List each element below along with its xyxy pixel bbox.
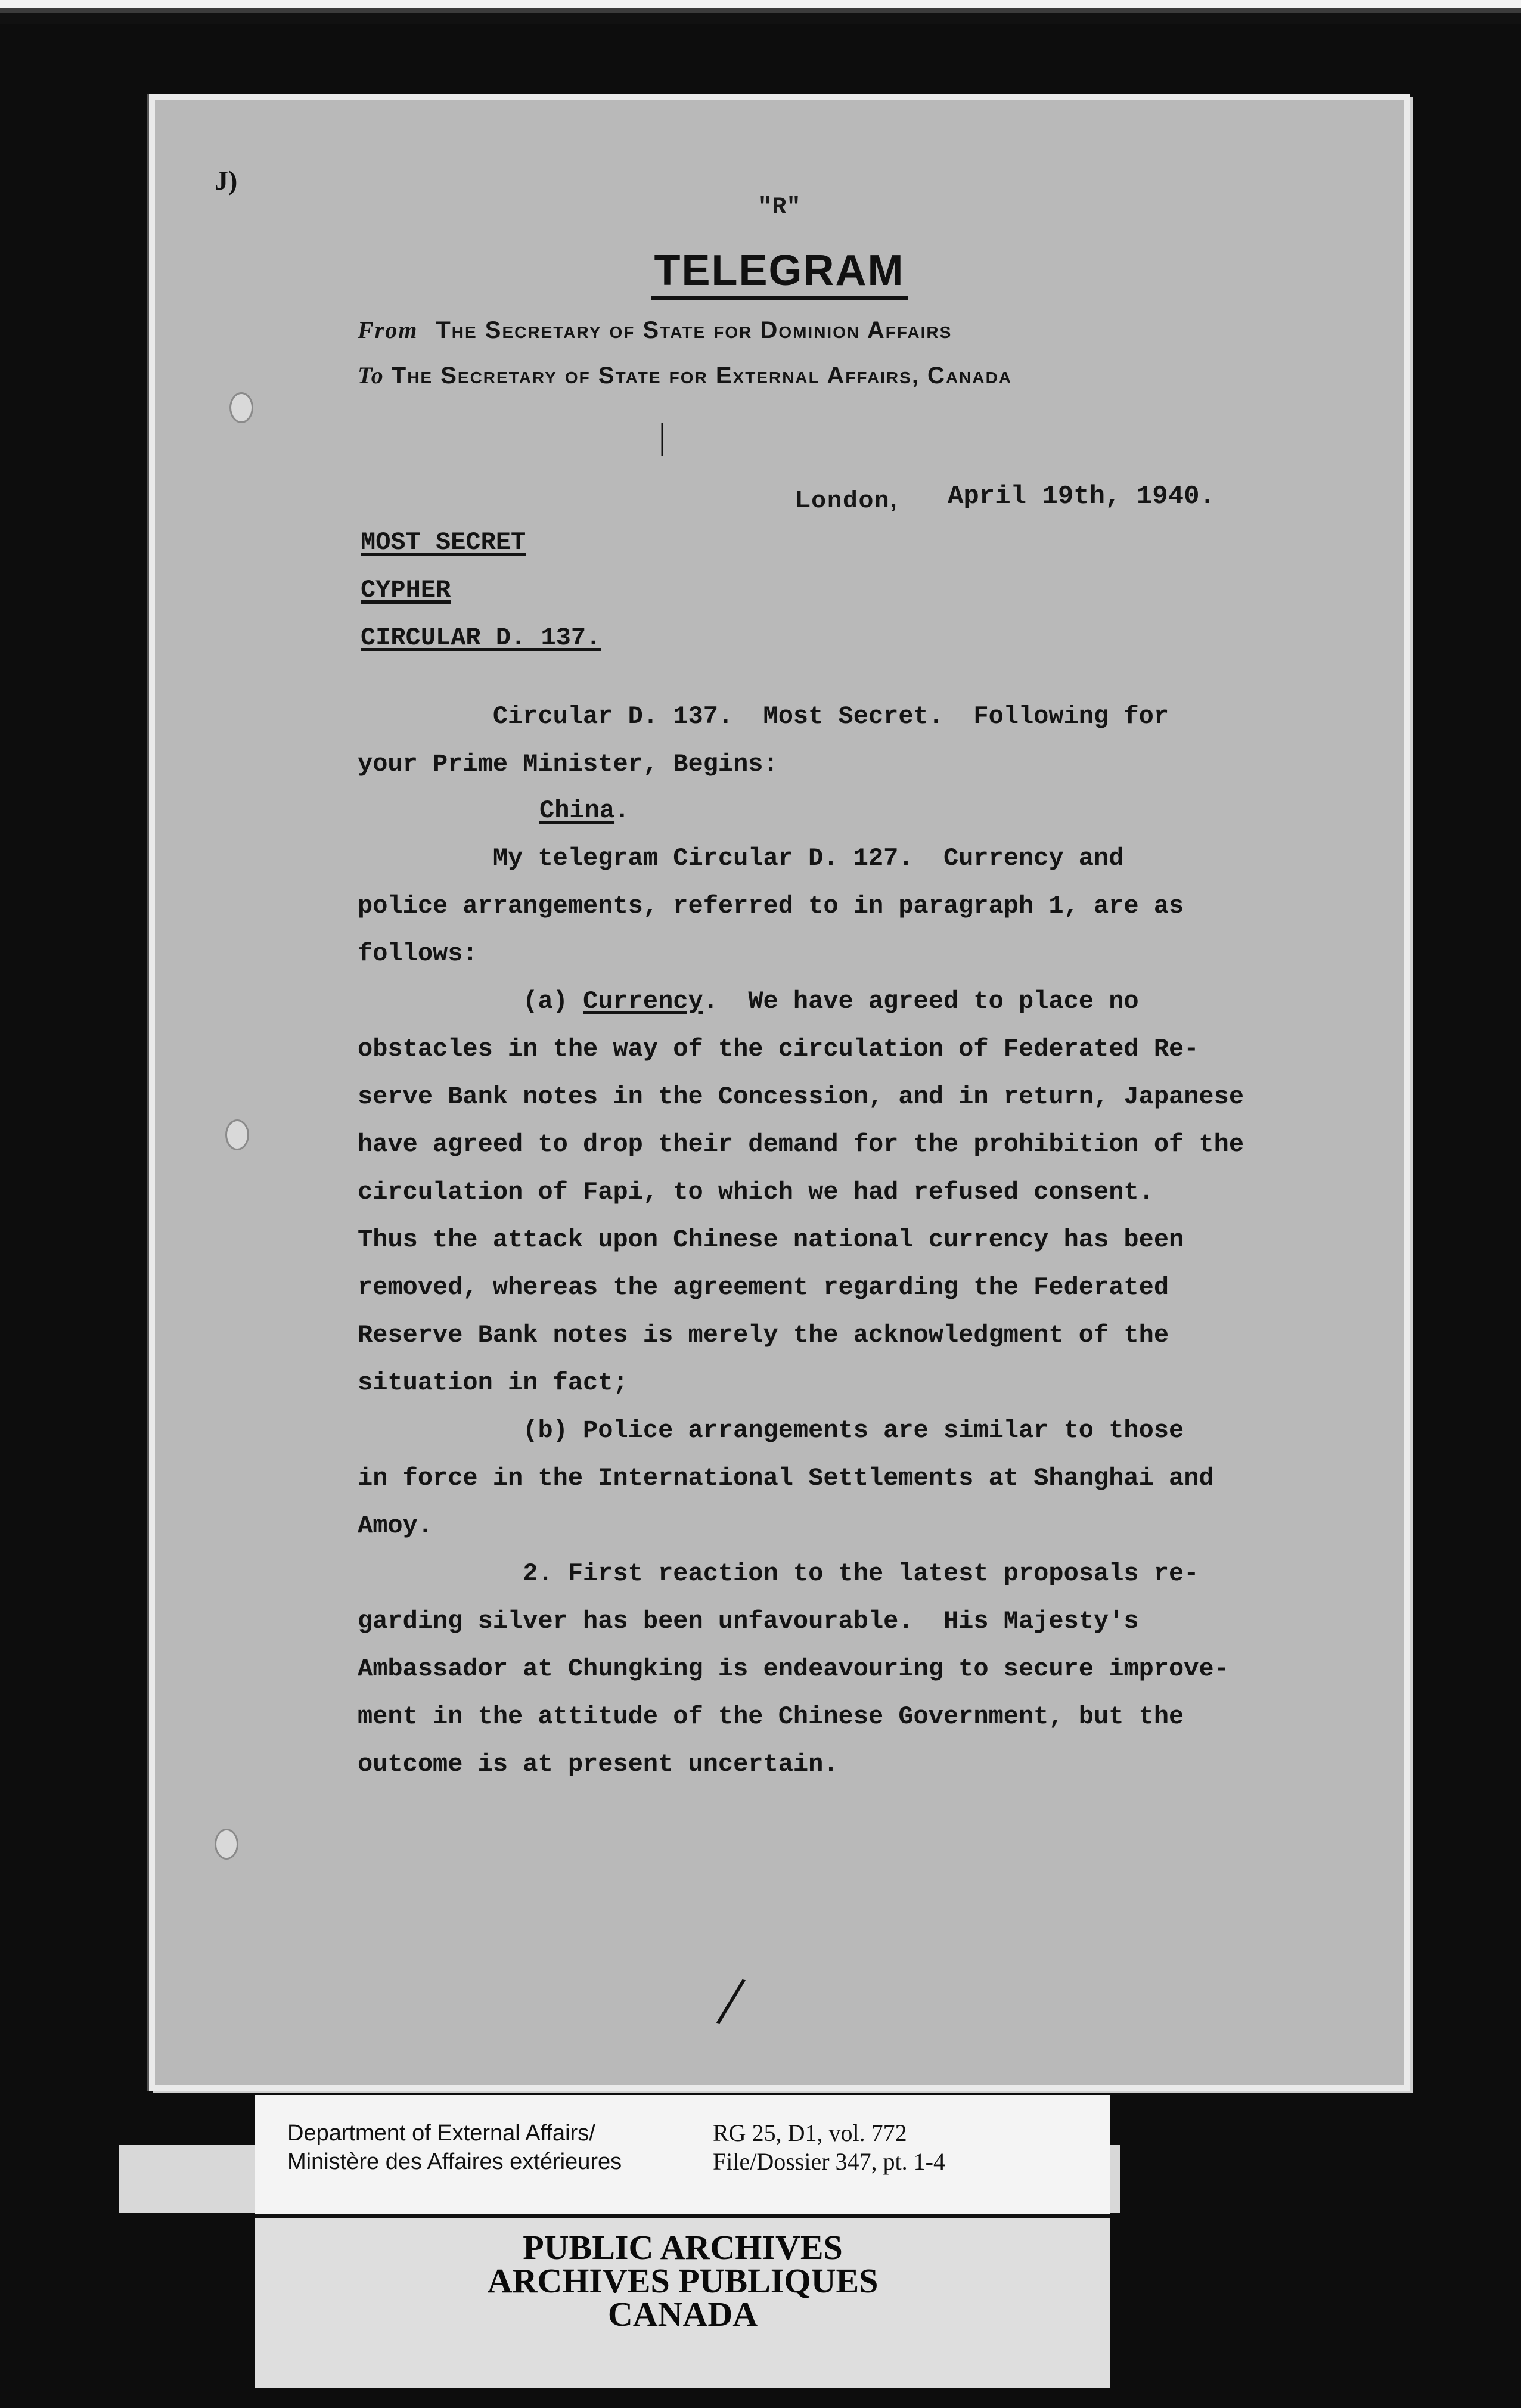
place: London, [796, 486, 898, 513]
to-line [358, 361, 1012, 389]
body-line: ment in the attitude of the Chinese Government, but the [358, 1702, 1184, 1731]
department-fr: Ministère des Affaires extérieures [287, 2149, 622, 2174]
punch-hole [229, 392, 253, 423]
punch-hole [225, 1119, 249, 1150]
margin-mark: J) [215, 165, 238, 196]
body-line: outcome is at present uncertain. [358, 1750, 839, 1779]
department-block [287, 2119, 622, 2176]
classification-circular [361, 623, 601, 652]
document-title [155, 246, 1404, 295]
body-line: (b) Police arrangements are similar to those [358, 1416, 1184, 1445]
body-line: obstacles in the way of the circulation of Federated Re- [358, 1035, 1199, 1063]
para-a-text: . We have agreed to place no [703, 987, 1139, 1016]
stamp-line-fr: ARCHIVES PUBLIQUES [487, 2261, 879, 2300]
department-en: Department of External Affairs/ [287, 2121, 595, 2146]
film-edge [0, 0, 1521, 24]
classification-most-secret: MOST SECRET [361, 528, 526, 557]
body-line: in force in the International Settlements at Shanghai and [358, 1464, 1214, 1492]
archives-stamp [255, 2214, 1110, 2388]
record-group: RG 25, D1, vol. 772 [713, 2120, 907, 2146]
body-line: serve Bank notes in the Concession, and in return, Japanese [358, 1082, 1244, 1111]
punch-hole [215, 1829, 238, 1860]
currency-heading: Currency [583, 987, 703, 1016]
body-line: follows: [358, 939, 478, 968]
reference-block [713, 2119, 945, 2176]
to-label: To [358, 362, 384, 389]
body-line: Reserve Bank notes is merely the acknowledgment of the [358, 1321, 1169, 1349]
body-line: garding silver has been unfavourable. His Majesty's [358, 1607, 1139, 1636]
from-label: From [358, 316, 418, 343]
heading-china: China [539, 796, 615, 825]
pencil-tick: | [659, 417, 666, 456]
body-line: your Prime Minister, Begins: [358, 750, 778, 778]
telegram-page [149, 94, 1410, 2091]
body-line [358, 987, 1139, 1016]
body-line: My telegram Circular D. 127. Currency and [358, 844, 1124, 873]
title-text: TELEGRAM [651, 247, 908, 300]
stamp-line-en: PUBLIC ARCHIVES [523, 2228, 843, 2267]
body-line: police arrangements, referred to in paragraph 1, are as [358, 892, 1184, 920]
stamp-text [255, 2228, 1110, 2333]
body-line: removed, whereas the agreement regarding the Federated [358, 1273, 1169, 1302]
date: April 19th, 1940. [948, 482, 1215, 511]
circular-text: CIRCULAR D. 137. [361, 623, 601, 652]
header-mark: "R" [758, 194, 801, 221]
archive-reference-label [255, 2095, 1110, 2214]
from-line [358, 316, 952, 344]
body-line: Thus the attack upon Chinese national currency has been [358, 1225, 1184, 1254]
stamp-line-country: CANADA [607, 2295, 758, 2333]
handwritten-mark: / [713, 1959, 749, 2042]
body-line: Amoy. [358, 1512, 433, 1540]
section-heading: China. [539, 796, 630, 825]
body-line: Ambassador at Chungking is endeavouring to secure improve- [358, 1655, 1229, 1683]
body-line: Circular D. 137. Most Secret. Following for [358, 702, 1169, 731]
from-value: The Secretary of State for Dominion Affairs [436, 317, 952, 343]
body-line: have agreed to drop their demand for the prohibition of the [358, 1130, 1244, 1159]
body-line: situation in fact; [358, 1369, 628, 1397]
para-a-label: (a) [358, 987, 583, 1016]
body-line: 2. First reaction to the latest proposals re- [358, 1559, 1199, 1588]
classification-cypher: CYPHER [361, 576, 451, 604]
file-number: File/Dossier 347, pt. 1-4 [713, 2148, 945, 2175]
to-value: The Secretary of State for External Affairs, Canada [391, 362, 1013, 389]
body-line: circulation of Fapi, to which we had refused consent. [358, 1178, 1154, 1206]
